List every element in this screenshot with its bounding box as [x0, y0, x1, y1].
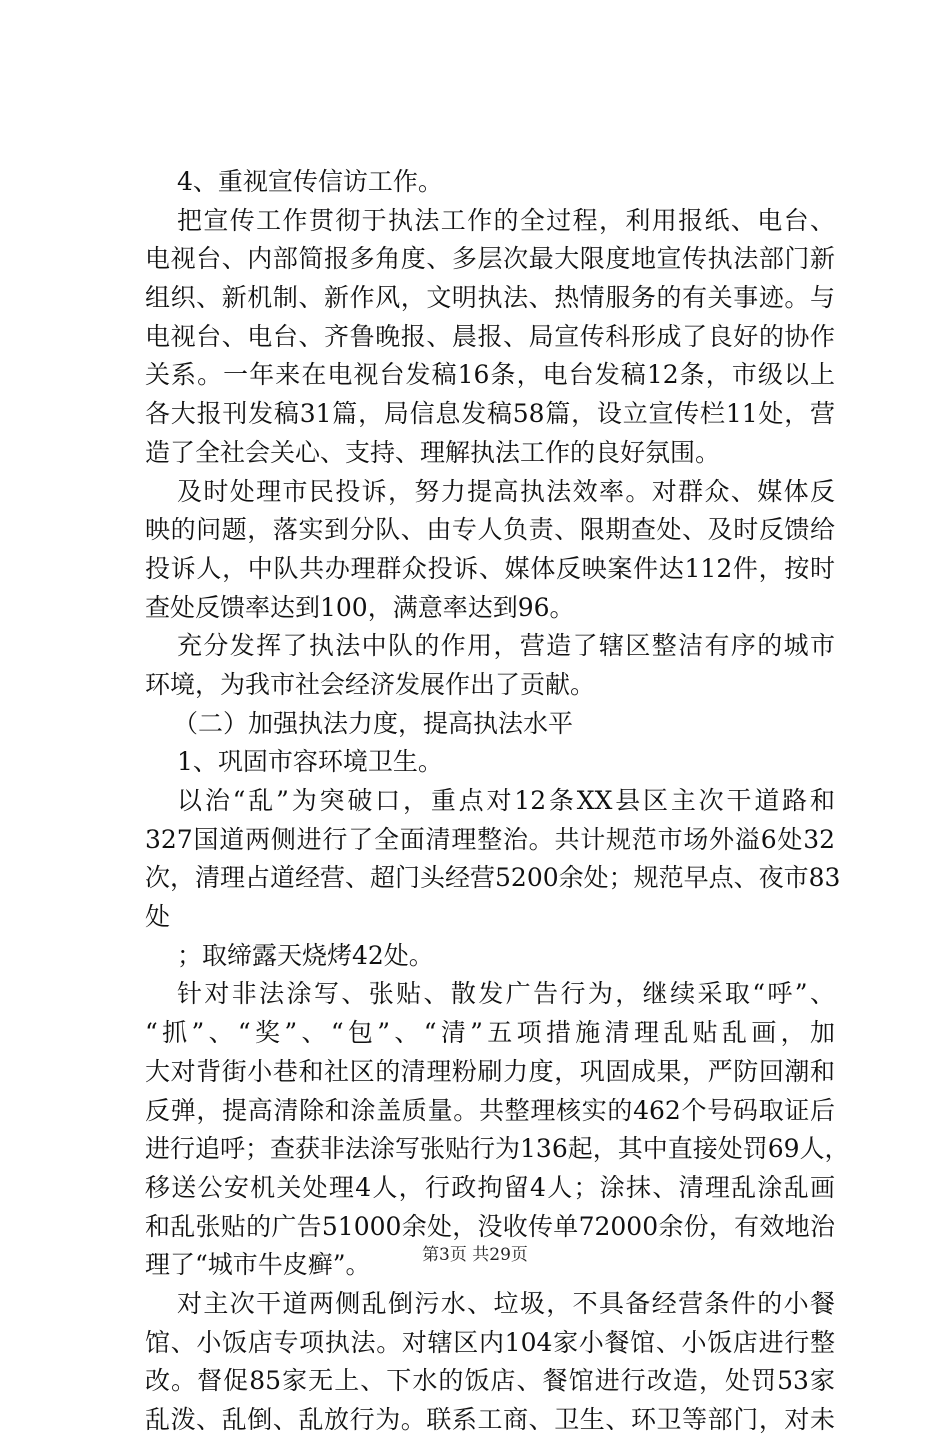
text-line: 映的问题，落实到分队、由专人负责、限期查处、及时反馈给 — [145, 515, 835, 545]
text-line: 环境，为我市社会经济发展作出了贡献。 — [145, 669, 596, 699]
text-line: “抓”、“奖”、“包”、“清”五项措施清理乱贴乱画，加 — [145, 1018, 835, 1048]
text-line: 对主次干道两侧乱倒污水、垃圾，不具备经营条件的小餐 — [177, 1288, 835, 1318]
text-line: 1、巩固市容环境卫生。 — [177, 747, 443, 777]
text-line: 关系。一年来在电视台发稿16条，电台发稿12条，市级以上 — [145, 360, 835, 390]
text-line: 进行追呼；查获非法涂写张贴行为136起，其中直接处罚69人， — [145, 1134, 850, 1164]
text-line: 理了“城市牛皮癣”。 — [145, 1250, 371, 1280]
text-line: 充分发挥了执法中队的作用，营造了辖区整洁有序的城市 — [177, 631, 835, 661]
text-line: 次，清理占道经营、超门头经营5200余处；规范早点、夜市83 — [145, 863, 841, 893]
page-footer: 第3页 共29页 — [422, 1245, 528, 1265]
text-line: 处 — [145, 902, 171, 932]
text-line: 4、重视宣传信访工作。 — [177, 167, 443, 196]
text-line: 大对背街小巷和社区的清理粉刷力度，巩固成果，严防回潮和 — [145, 1056, 835, 1086]
text-line: ；取缔露天烧烤42处。 — [177, 940, 434, 970]
text-line: 电视台、内部简报多角度、多层次最大限度地宣传执法部门新 — [145, 244, 835, 274]
text-line: 乱泼、乱倒、乱放行为。联系工商、卫生、环卫等部门，对未 — [145, 1405, 835, 1434]
text-line: 各大报刊发稿31篇，局信息发稿58篇，设立宣传栏11处，营 — [145, 399, 835, 429]
text-line: 针对非法涂写、张贴、散发广告行为，继续采取“呼”、 — [177, 979, 835, 1009]
text-line: 查处反馈率达到100，满意率达到96。 — [145, 592, 575, 622]
text-line: 电视台、电台、齐鲁晚报、晨报、局宣传科形成了良好的协作 — [145, 321, 835, 351]
text-line: 以治“乱”为突破口，重点对12条XX县区主次干道路和 — [177, 786, 835, 815]
text-line: 及时处理市民投诉，努力提高执法效率。对群众、媒体反 — [177, 476, 835, 506]
text-line: 移送公安机关处理4人，行政拘留4人；涂抹、清理乱涂乱画 — [145, 1172, 835, 1202]
text-line: 和乱张贴的广告51000余处，没收传单72000余份，有效地治 — [145, 1211, 835, 1241]
text-line: 馆、小饭店专项执法。对辖区内104家小餐馆、小饭店进行整 — [145, 1327, 835, 1357]
text-line: 组织、新机制、新作风，文明执法、热情服务的有关事迹。与 — [145, 283, 835, 313]
text-line: （二）加强执法力度，提高执法水平 — [173, 708, 574, 738]
text-line: 反弹，提高清除和涂盖质量。共整理核实的462个号码取证后 — [145, 1095, 835, 1125]
text-line: 投诉人，中队共办理群众投诉、媒体反映案件达112件，按时 — [145, 553, 835, 583]
text-line: 改。督促85家无上、下水的饭店、餐馆进行改造，处罚53家 — [145, 1366, 835, 1396]
text-line: 327国道两侧进行了全面清理整治。共计规范市场外溢6处32 — [145, 824, 835, 854]
text-line: 造了全社会关心、支持、理解执法工作的良好氛围。 — [145, 437, 721, 467]
text-line: 把宣传工作贯彻于执法工作的全过程，利用报纸、电台、 — [177, 205, 835, 235]
